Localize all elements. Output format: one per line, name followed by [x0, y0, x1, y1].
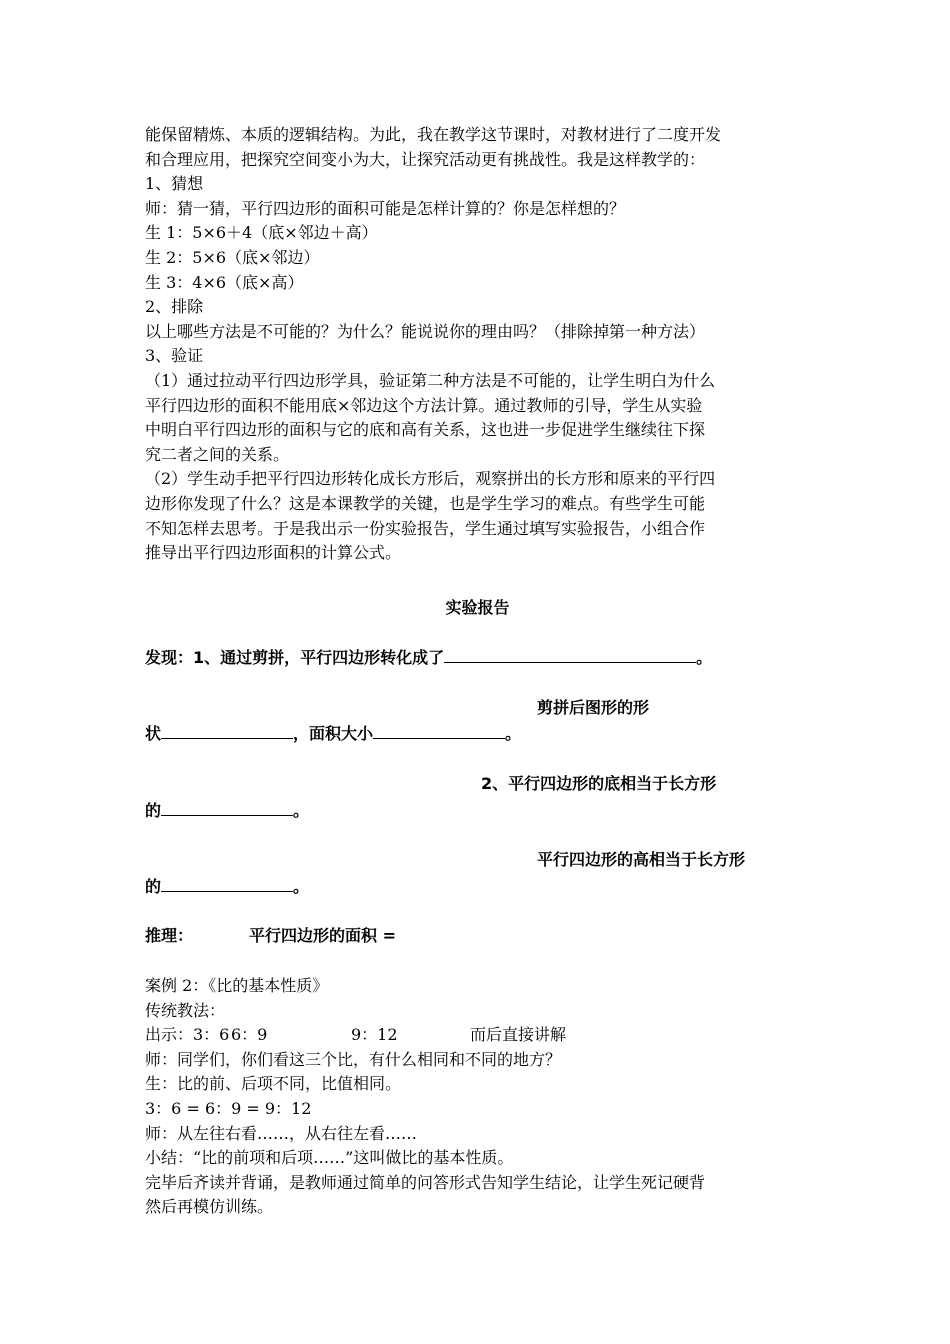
step1-heading: 1、猜想 — [145, 174, 204, 194]
blank-area-size[interactable] — [373, 720, 505, 739]
blank-height[interactable] — [161, 873, 293, 892]
base-label-b: 的 — [145, 800, 162, 820]
base-label-a: 2、平行四边形的底相当于长方形 — [481, 774, 717, 794]
student-2-answer: 生 2：5×6（底×邻边） — [145, 247, 320, 267]
step2-text: 以上哪些方法是不可能的？为什么？能说说你的理由吗？（排除掉第一种方法） — [145, 321, 706, 341]
step2-heading: 2、排除 — [145, 297, 204, 317]
report-title: 实验报告 — [445, 597, 510, 617]
case2-ratios-row — [145, 1023, 810, 1048]
inference-label: 推理： — [145, 926, 194, 946]
student-1-answer: 生 1：5×6＋4（底×邻边＋高） — [145, 223, 378, 243]
height-answer-row — [145, 873, 810, 900]
student-3-answer: 生 3：4×6（底×高） — [145, 272, 304, 292]
case2-student: 生：比的前、后项不同，比值相同。 — [145, 1074, 402, 1094]
step3-p1-line-3: 中明白平行四边形的面积与它的底和高有关系，这也进一步促进学生继续往下探 — [145, 420, 706, 440]
step3-p2-line-2: 边形你发现了什么？这是本课教学的关键，也是学生学习的难点。有些学生可能 — [145, 493, 706, 513]
base-period: 。 — [293, 800, 310, 820]
blank-shape[interactable] — [161, 720, 293, 739]
step3-p2-line-3: 不知怎样去思考。于是我出示一份实验报告，学生通过填写实验报告，小组合作 — [145, 518, 706, 538]
intro-line-1: 能保留精炼、本质的逻辑结构。为此，我在教学这节课时，对教材进行了二度开发 — [145, 125, 722, 144]
area-label: ，面积大小 — [293, 724, 374, 744]
ratio-3: 9：12 — [351, 1025, 398, 1045]
case2-closing-1: 完毕后齐读并背诵，是教师通过简单的问答形式告知学生结论，让学生死记硬背 — [145, 1172, 706, 1192]
blank-converted-shape[interactable] — [444, 644, 696, 663]
height-label-a: 平行四边形的高相当于长方形 — [537, 850, 746, 870]
area-period: 。 — [505, 724, 522, 744]
step3-p1-line-1: （1）通过拉动平行四边形学具，验证第二种方法是不可能的，让学生明白为什么 — [145, 370, 716, 390]
show-label: 出示：3：6 — [145, 1025, 230, 1045]
height-period: 。 — [293, 876, 310, 896]
base-answer-row — [145, 797, 810, 824]
blank-base[interactable] — [161, 797, 293, 816]
step3-heading: 3、验证 — [145, 346, 204, 366]
case2-teacher-2: 师：从左往右看……，从右往左看…… — [145, 1123, 418, 1143]
shape-label-b: 状 — [145, 724, 162, 744]
finding-period: 。 — [696, 648, 713, 668]
finding-prefix: 发现：1、通过剪拼，平行四边形转化成了 — [145, 648, 445, 668]
shape-area-row — [145, 720, 810, 747]
teacher-question: 师：猜一猜，平行四边形的面积可能是怎样计算的？你是怎样想的？ — [145, 198, 626, 218]
case2-summary: 小结：“比的前项和后项……”这叫做比的基本性质。 — [145, 1148, 514, 1168]
case2-method: 传统教法： — [145, 1000, 226, 1020]
step3-p2-line-1: （2）学生动手把平行四边形转化成长方形后，观察拼出的长方形和原来的平行四 — [145, 469, 716, 489]
step3-p1-line-4: 究二者之间的关系。 — [145, 444, 290, 464]
inference-text: 平行四边形的面积 = — [249, 926, 396, 946]
shape-label-a: 剪拼后图形的形 — [537, 697, 650, 717]
case2-closing-2: 然后再模仿训练。 — [145, 1197, 274, 1217]
document-body — [145, 123, 810, 1220]
inference-row — [145, 924, 810, 949]
step3-p2-line-4: 推导出平行四边形面积的计算公式。 — [145, 543, 402, 563]
base-label-row — [145, 772, 810, 797]
case2-title: 案例 2：《比的基本性质》 — [145, 976, 329, 996]
case2-teacher-1: 师：同学们，你们看这三个比，有什么相同和不同的地方？ — [145, 1049, 562, 1069]
step3-p1-line-2: 平行四边形的面积不能用底×邻边这个方法计算。通过教师的引导，学生从实验 — [145, 395, 703, 415]
height-label-row — [145, 848, 810, 873]
case2-equation: 3：6 = 6：9 = 9：12 — [145, 1099, 312, 1118]
intro-line-2: 和合理应用，把探究空间变小为大，让探究活动更有挑战性。我是这样教学的： — [145, 149, 706, 169]
report-finding-row — [145, 644, 810, 671]
shape-label-row — [145, 696, 810, 721]
height-label-b: 的 — [145, 876, 162, 896]
then-explain: 而后直接讲解 — [470, 1025, 567, 1045]
ratio-2: 6：9 — [231, 1025, 268, 1045]
